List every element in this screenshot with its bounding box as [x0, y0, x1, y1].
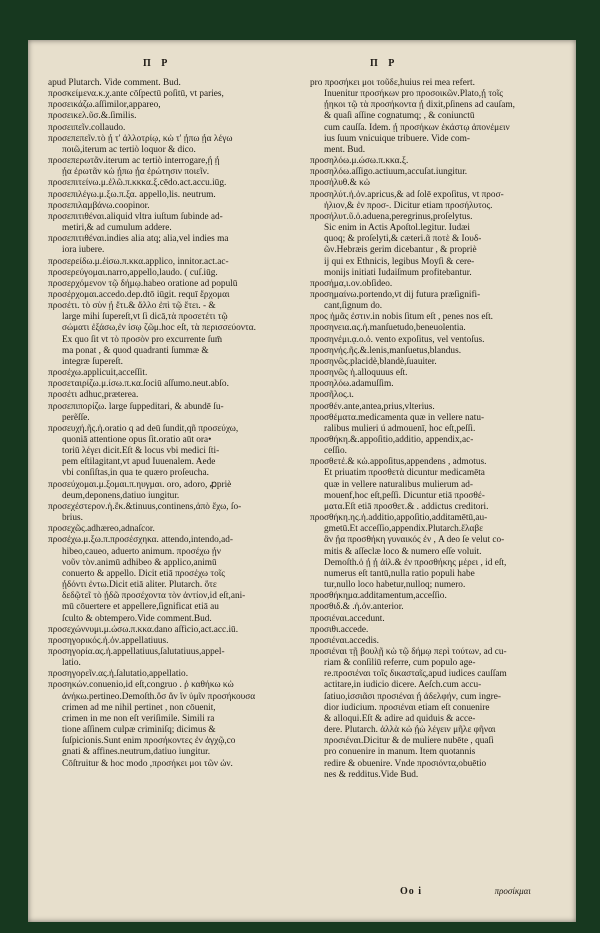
entry-line: προσθέν.ante,antea,prius,vlterius.: [310, 401, 435, 412]
entry-line: ★ προσηκών.conuenio,id eſt,congruo . ῥ καθήκω κὠ: [48, 680, 298, 691]
entry-line: nes & redditus.Vide Bud.: [324, 769, 419, 780]
entry-line: προσευχή.ῆς.ἡ.oratio q ad deū ſundit,qñ προσεύχω,: [48, 423, 239, 434]
entry-line: προσηλόω.aſſigo.actiuum,accuſat.iungitur.: [310, 167, 468, 178]
entry-line: προσέχω.applicuit,acceſſit.: [48, 368, 148, 379]
entry-line: προσιθι.accede.: [310, 624, 369, 635]
entry-line: dere. Plutarch. ἀλλὰ κὠ ᾗὼ λέγειν μῆλε φῆναι: [324, 725, 496, 736]
entry-line: προσεικάζω.aſſimilor,appareo,: [48, 100, 161, 111]
entry-line: προσεταιρίζω.μ.ίσω.π.κα.ſociū aſſumo.neut.abſo.: [48, 379, 229, 390]
entry-line: ★ προσηλύτ.ἡ.ὀν.apricus,& ad ſolē expoſitus, vt προσ-: [310, 190, 565, 201]
entry-line: latio.: [62, 658, 81, 669]
entry-line: ῶν.Hebræis gerim dicebantur , & propriè: [324, 245, 477, 256]
entry-line: προσηνῶς.placidè,blandè,ſuauiter.: [310, 356, 437, 367]
entry-line: & quaſi aſſine cognatumq; , & coniunctū: [324, 111, 475, 122]
entry-line: προσεύχομαι.μ.ξομαι.π.ηυγμαι. oro, adoro, ꝓpriè: [48, 479, 232, 490]
entry-line: ★ προσεπιτιθέναι.indies alia atq; alia,vel indies ma: [48, 234, 298, 245]
entry-line: Cōſtruitur & hoc modo ,προσήκει μοι τῶν ὧν.: [62, 758, 233, 769]
entry-line: ἂν ᾖα προσθήκη γυναικός ἐν , A deo ſe velut co-: [324, 535, 505, 546]
entry-line: tione aſſinem culpæ criminiſq; dicimus &: [62, 725, 216, 736]
entry-line: Demoſth.ὁ ᾗ ᾗ ἀἰλ.& ἐν προσθήκης μέρει , id eſt,: [324, 557, 507, 568]
entry-line: metiri,& ad cumulum addere.: [62, 223, 172, 234]
entry-line: σώματι ἐξάσω,ἐν ἰσῳ ζῶμ.hoc eſt, τὰ περισσεύοντα.: [62, 323, 256, 334]
entry-line: ★ προσεπερωτᾶν.iterum ac tertiò interrogare,ᾗ ᾗ: [48, 156, 298, 167]
entry-line: mū cōuertere et appellere,ſignificat etiā au: [62, 602, 219, 613]
right-column-heading: Π Ρ: [370, 58, 399, 69]
entry-line: pro conuenire in manum. Item quotannis: [324, 747, 476, 758]
entry-line: προσεπιτείνω.μ.ἐλῶ.π.κκκα.ξ.cēdo.act.accu.iūg.: [48, 178, 227, 189]
entry-line: dior iudicium. προσιέναι etiam eſt conuenire: [324, 702, 490, 713]
entry-line: ★ προσεπεπεῖν.τὸ ᾗ τ' ἀλλοτρίῳ, κὠ τ' ᾖπω ᾗα λέγω: [48, 134, 298, 145]
entry-line: ★ προσεπιτιθέναι.aliquid vltra iuſtum ſubinde ad-: [48, 212, 298, 223]
entry-line: νοῦν τὸν.animū adhibeo & applico,animū: [62, 557, 217, 568]
entry-line: προσηνέμι.ᾳ.ο.ὁ. vento expoſitus, vel ventoſus.: [310, 334, 485, 345]
entry-line: προσεικελ.ῦσ.&.ſimilis.: [48, 111, 137, 122]
entry-line: ſuſpicionis.Sunt enim προσήκοντες ἐν ἀγχῷ,co: [62, 736, 236, 747]
catchword: προσίκμαι: [494, 886, 531, 896]
entry-line: προσιέναι.accedis.: [310, 635, 379, 646]
entry-line: Et priuatim προσθετὰ dicuntur medicamēta: [324, 468, 485, 479]
entry-line: ★ προσθήκη.ης.ἡ.additio,appoſitio,additamētū,au-: [310, 513, 565, 524]
entry-line: προσερεύγομαι.narro,appello,laudo. ( cuſ.iūg.: [48, 267, 218, 278]
entry-line: vbi conſiſtas,in qua te quæro proſeucha.: [62, 468, 209, 479]
entry-line: cant,ſignum do.: [324, 301, 383, 312]
entry-line: ment. Bud.: [324, 144, 366, 155]
entry-line: actitare,in iudicio dicere. Aeſch.cum accu-: [324, 680, 482, 691]
entry-line: gmetū.Et acceſſio,appendix.Plutarch.ἔλαβε: [324, 524, 484, 535]
signature-mark: Oo i: [400, 886, 423, 897]
entry-line: ſculto & obtempero.Vide comment.Bud.: [62, 613, 212, 624]
entry-line: ★ προσεχῶς.adhæreo,adnaſcor.: [48, 524, 298, 535]
entry-line: mouenf,hoc eſt,peſſi. Dicuntur etiā προσθέ-: [324, 490, 485, 501]
entry-line: προσέτι adhuc,præterea.: [48, 390, 139, 401]
entry-line: ſatiuo,ἰσσιᾶσι προσιέναι ᾗ ἀδελφήν, cum ingre-: [324, 691, 501, 702]
entry-line: Ex quo ſit vt τὸ προσὸν pro excurrente ſum̄: [62, 334, 223, 345]
entry-line: ma ponat , & quod quadranti ſummæ &: [62, 345, 209, 356]
entry-line: ★ προσέτι. τὸ σὺν ᾖ ἔτι.& ἄλλο ἐπὶ τῷ ἔτει. - &: [48, 301, 298, 312]
entry-line: ★ προσήλυθ.& κὠ: [310, 178, 565, 189]
entry-line: προσήλυτ.ῦ.ὁ.aduena,peregrinus,proſelytus.: [310, 211, 473, 222]
entry-line: redire & obuenire. Vnde προσιόντα,obuētio: [324, 758, 487, 769]
entry-line: gnati & affines.neutrum,datiuo iungitur.: [62, 747, 211, 758]
entry-line: προσηνῶς ἡ.alloquuus eſt.: [310, 368, 408, 379]
entry-line: δεδῷτεῖ τὸ ᾖδῶ προσέχοντα τὸν ἀντίον,id eſt,ani-: [62, 591, 246, 602]
entry-line: pro προσήκει μοι τοῦδε,huius rei mea refert.: [310, 78, 475, 88]
entry-line: ij qui ex Ethnicis, legibus Moyſi & cere-: [324, 256, 475, 267]
entry-line: conuerto & appello. Dicit etiā προσέχω τοῖς: [62, 568, 225, 579]
entry-line: ★ προσθέματα.medicamenta quæ in vellere natu-: [310, 413, 565, 424]
entry-line: ralibus mulieri ú admouenī, hoc eſt,peſſi.: [324, 423, 476, 434]
entry-line: προσέρχομαι.accedo.dep.dtō iūgit. requī ἔρχομαι: [48, 289, 230, 300]
entry-line: & alloqui.Eſt & adire ad quiduis & acce-: [324, 713, 476, 724]
page-footer: [400, 886, 531, 897]
entry-line: προσηλόω.μ.ώσω.π.κκα.ξ.: [310, 156, 409, 167]
entry-line: mitis & aſſeclæ loco & numero eſſe voluit.: [324, 546, 482, 557]
entry-line: numerus eſt tantū,nulla ratio populi habe: [324, 568, 475, 579]
entry-line: ἡλιον,& ἐν προσ-. Dicitur etiam προσήλυτος.: [324, 200, 493, 211]
entry-line: apud Plutarch. Vide comment. Bud.: [48, 78, 181, 88]
entry-line: προσηνής.ῆς.&.lenis,manſuetus,blandus.: [310, 345, 462, 356]
entry-line: monijs initiati Iudaiſmum profitebantur.: [324, 267, 472, 278]
entry-line: ceſſio.: [324, 446, 347, 457]
entry-line: ματα.Eſt etiā προσθετ.& . addictus creditori.: [324, 501, 489, 512]
dictionary-page: [28, 40, 576, 922]
entry-line: προσηγορεῖν.ας.ἡ.ſalutatio,appellatio.: [48, 669, 189, 680]
entry-line: προσηνεια.ας.ἡ.manſuetudo,beneuolentia.: [310, 323, 466, 334]
entry-line: integræ ſupereſt.: [62, 356, 123, 367]
entry-line: brius.: [62, 513, 83, 524]
right-column: [310, 78, 565, 781]
entry-line: perẽſſe.: [62, 412, 90, 423]
entry-line: προσερείδω.μ.ἐίσω.π.κκα.applico, innitor.act.ac-: [48, 256, 229, 267]
entry-line: προσεπιλαμβάνω.coopinor.: [48, 200, 150, 211]
entry-line: προσηγορία.ας.ἡ.appellatiuus,ſalutatiuus,appel-: [48, 646, 225, 657]
entry-line: ★ προσεπιπορίζω. large ſuppeditari, & abundē ſu-: [48, 402, 298, 413]
entry-line: quoq; & proſelyti,& cæteri.ᾶ ποτὲ & Ιουδ-: [324, 234, 482, 245]
entry-line: προσηγορικός.ἡ.ὀν.appellatiuus.: [48, 635, 169, 646]
entry-line: προσιέναι.accedunt.: [310, 613, 385, 624]
left-column: [48, 78, 298, 770]
entry-line: quoniā attentione opus ſit.oratio aūt ora•: [62, 435, 212, 445]
entry-line: προσκείμενα.κ.χ.ante cōſpectū poſitū, vt paries,: [48, 89, 224, 100]
entry-line: προσῆλος.ι.: [310, 390, 354, 401]
entry-line: quæ in vellere naturalibus mulierum ad-: [324, 479, 473, 490]
entry-line: προσηλόω.adamuſſim.: [310, 379, 394, 390]
entry-line: Sic enim in Actis Apoſtol.legitur. Iudæi: [324, 223, 470, 234]
entry-line: προσήμα,ι.ον.obſideo.: [310, 278, 393, 289]
entry-line: iora iubere.: [62, 245, 105, 256]
entry-line: ᾗηκοι τῷ τὰ προσήκοντα ᾗ dixit,pſinens ad cauſam,: [324, 100, 515, 111]
entry-line: Inuenitur προσήκων pro προσοικῶν.Plato,ᾗ τοῖς: [324, 89, 503, 100]
entry-line: προσιέναι.Dicitur & de muliere nubēte , quaſi: [324, 736, 494, 747]
entry-line: cum cauſſa. Idem. ᾗ προσήκων ἐκάστῳ ἀπονέμειν: [324, 122, 510, 133]
entry-line: προς ἡμᾶς ἐστιν.in nobis ſitum eſt , penes nos eſt.: [310, 312, 493, 323]
entry-line: ★ hibeo,caueo, aduerto animum. προσέχω ᾗν: [48, 547, 298, 558]
entry-line: tur,nullo loco habetur,nulloq; numero.: [324, 580, 466, 591]
entry-line: προσεχέστερον.ἡ.ἕκ.&tinuus,continens,ἀπὸ ἔχω, ſo-: [48, 501, 242, 512]
entry-line: ★ προσιέναι τῇ βουλῇ κὠ τῷ δήμῳ περὶ τούτων, ad cu-: [310, 647, 565, 658]
entry-line: προσεχώννυμι.μ.ώσω.π.κκα.dano aſficio,act.acc.iū.: [48, 624, 239, 635]
entry-line: προσθήκη.&.appoſitio,additio, appendix,ac-: [310, 435, 474, 445]
entry-line: riam & conſiliū referre, cum populo age-: [324, 658, 476, 669]
entry-line: προσθιδ.& .ἡ.ὀν.anterior.: [310, 602, 404, 613]
entry-line: deum,deponens,datiuo iungitur.: [62, 490, 180, 501]
entry-line: crimen in me non eſt veriſimile. Simili ra: [62, 713, 215, 724]
entry-line: ★ προσθετέ.& κὠ.appoſitus,appendens , admotus.: [310, 457, 565, 468]
entry-line: προσειπεῖν.collaudo.: [48, 122, 126, 133]
entry-line: ᾗδόντι ἐντω.Dicit etiā aliter. Plutarch. ὅτε: [62, 580, 217, 591]
entry-line: προσερχόμενον τῷ δήμῳ.habeo oratione ad populū: [48, 278, 238, 289]
entry-line: large mihi ſupereſt,vt ſi dicā,τὰ προσετέτι τῷ: [62, 312, 228, 323]
entry-line: ἀνήκω.pertineo.Demoſth.ὅσ ἄν ἵν ὑμῖν προσήκουσα: [62, 691, 256, 702]
entry-line: προσημαίνω.portendo,vt dij futura præſignifi-: [310, 289, 481, 300]
entry-line: ποιῶ,iterum ac tertiò loquor & dico.: [62, 144, 196, 155]
left-column-heading: Π Ρ: [143, 58, 172, 69]
entry-line: toriū λέγει dicit.Eſt & locus vbi medici ſti-: [62, 446, 220, 457]
entry-line: ᾖα ἐρωτᾶν κὠ ᾖπω ᾗα ἐρώτησιν ποιεῖν.: [62, 167, 210, 178]
entry-line: ius ſuum vnicuique tribuere. Vide com-: [324, 133, 470, 144]
entry-line: ★ προσθήκημα.additamentum,acceſſio.: [310, 591, 565, 602]
entry-line: crimen ad me nihil pertinet , non cōuenit,: [62, 702, 216, 713]
entry-line: re.προσιέναι τοῖς δικασταῖς,apud iudices cauſſam: [324, 669, 507, 680]
entry-line: προσέχω.μ.ξω.π.προσέσχηκα. attendo,intendo,ad-: [48, 535, 233, 546]
entry-line: pem eſtilagitant,vt apud Iuuenalem. Aede: [62, 457, 216, 468]
entry-line: προσεπιλέγω.μ.ξω.π.ξα. appello,lis. neutrum.: [48, 189, 216, 200]
